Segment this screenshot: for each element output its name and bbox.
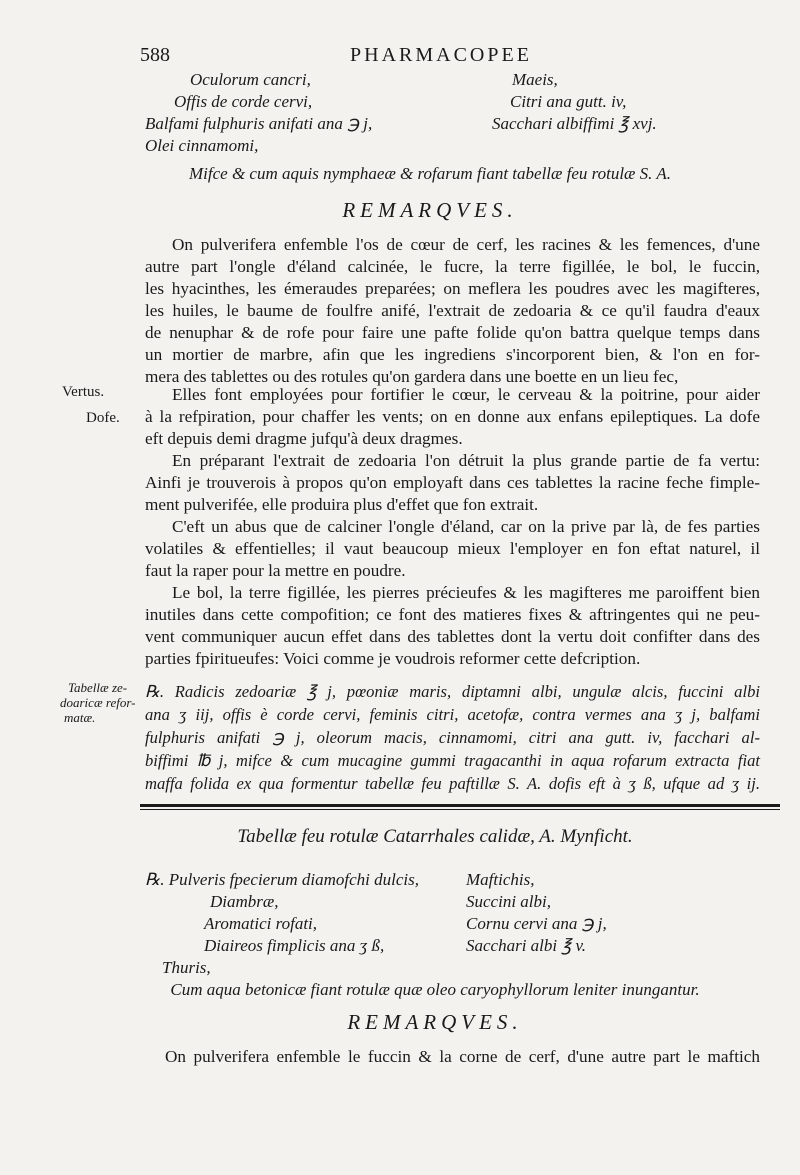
- margin-note-reformed: matæ.: [64, 710, 96, 725]
- recipe-instruction: Mifce & cum aquis nymphaeæ & rofarum fiant tabellæ feu rotulæ S. A.: [189, 164, 671, 183]
- ingredient-right: Sacchari albi ℥ v.: [466, 936, 586, 955]
- text-line: de nenuphar & de rofe pour faire une pafte folide qu'on battra quelque temps dans: [145, 323, 760, 342]
- margin-note-reformed: doaricæ refor-: [60, 695, 136, 710]
- formula-line: maffa folida ex qua formentur tabellæ feu paftillæ S. A. dofis eft à ʒ ß, ufque ad ʒ ij.: [145, 774, 760, 793]
- section-divider-thin: [140, 809, 780, 810]
- text-line: Ainfi je trouverois à propos qu'on employaft dans ces tablettes la racine feche fimple-: [145, 473, 760, 492]
- ingredient-right: Succini albi,: [466, 892, 551, 911]
- text-line: Elles font employées pour fortifier le cœur, le cerveau & la poitrine, pour aider: [172, 385, 760, 404]
- ingredient-left: Olei cinnamomi,: [145, 136, 259, 155]
- ingredient-right: Sacchari albiffimi ℥ xvj.: [492, 114, 657, 133]
- section-heading: REMARQVES.: [342, 198, 518, 222]
- margin-note-reformed: Tabellæ ze-: [68, 680, 128, 695]
- ingredient-left: Diambræ,: [210, 892, 279, 911]
- recipe-instruction: Cum aqua betonicæ fiant rotulæ quæ oleo caryophyllorum leniter inungantur.: [170, 980, 700, 999]
- text-line: volatiles & effentielles; il vaut beaucoup mieux l'employer en fon eftat naturel, il: [145, 539, 760, 558]
- ingredient-left: Balfami fulphuris anifati ana ℈ j,: [145, 114, 373, 133]
- text-line: parties fpiritueufes: Voici comme je voudrois reformer cette defcription.: [145, 649, 641, 668]
- text-line: inutiles dans cette compofition; ce font des matieres fixes & aftringentes qui ne peu-: [145, 605, 760, 624]
- margin-note-vertus: Vertus.: [62, 384, 105, 400]
- margin-note-dose: Dofe.: [86, 410, 120, 426]
- text-line: Le bol, la terre figillée, les pierres précieufes & les magifteres me paroiffent bien: [172, 583, 760, 602]
- section-heading: REMARQVES.: [347, 1010, 523, 1034]
- ingredient-left: ℞. Pulveris fpecierum diamofchi dulcis,: [145, 870, 419, 889]
- text-line: ment pulverifée, elle produira plus d'effet que fon extrait.: [145, 495, 539, 514]
- text-line: autre part l'ongle d'éland calcinée, le fucre, la terre figillée, le bol, le fuccin,: [145, 257, 760, 276]
- ingredient-left: Offis de corde cervi,: [174, 92, 313, 111]
- text-line: eft depuis demi dragme jufqu'à deux dragmes.: [145, 429, 463, 448]
- ingredient-right: Citri ana gutt. iv,: [510, 92, 627, 111]
- text-line: à la refpiration, pour chaffer les vents; on en donne aux enfans epileptiques. La dofe: [145, 407, 760, 426]
- page-header: [140, 44, 770, 68]
- text-line: les huiles, le baume de foulfre anifé, l'extrait de zedoaria & ce qu'il faudra d'eaux: [145, 301, 760, 320]
- text-line: les hyacinthes, les émeraudes preparées; on meflera les poudres avec les magifteres,: [145, 279, 760, 298]
- text-line: En préparant l'extrait de zedoaria l'on détruit la plus grande partie de fa vertu:: [172, 451, 760, 470]
- ingredient-right: Maeis,: [512, 70, 558, 89]
- ingredient-left: Thuris,: [162, 958, 211, 977]
- formula-line: ℞. Radicis zedoariæ ℥ j, pœoniæ maris, diptamni albi, ungulæ alcis, fuccini albi: [145, 682, 760, 701]
- text-line: faut la raper pour la mettre en poudre.: [145, 561, 406, 580]
- ingredient-left: Aromatici rofati,: [204, 914, 318, 933]
- formula-line: fulphuris anifati ℈ j, oleorum macis, cinnamomi, citri ana gutt. iv, facchari al-: [145, 728, 760, 747]
- section-title: Tabellæ feu rotulæ Catarrhales calidæ, A. Mynficht.: [237, 826, 633, 847]
- ingredient-right: Maftichis,: [466, 870, 535, 889]
- text-line: mera des tablettes ou des rotules qu'on gardera dans une boette en un lieu fec,: [145, 367, 679, 386]
- ingredient-right: Cornu cervi ana ℈ j,: [466, 914, 607, 933]
- section-divider: [140, 804, 780, 807]
- running-title: PHARMACOPEE: [350, 44, 532, 66]
- ingredient-left: Oculorum cancri,: [190, 70, 311, 89]
- text-line: C'eft un abus que de calciner l'ongle d'éland, car on la prive par là, de fes parties: [172, 517, 760, 536]
- formula-line: biffimi ℔ j, mifce & cum mucagine gummi tragacanthi in aqua rofarum extracta fiat: [145, 751, 760, 770]
- text-line: vent communiquer aucun effet dans des tablettes dont la vertu doit confifter dans des: [145, 627, 760, 646]
- text-line: On pulverifera enfemble l'os de cœur de cerf, les racines & les femences, d'une: [172, 235, 760, 254]
- formula-line: ana ʒ iij, offis è corde cervi, feminis citri, acetofæ, contra vermes ana ʒ j, balfami: [145, 705, 760, 724]
- text-line: On pulverifera enfemble le fuccin & la corne de cerf, d'une autre part le maftich: [165, 1047, 760, 1066]
- text-line: un mortier de marbre, afin que les ingrediens s'incorporent bien, & l'on en for-: [145, 345, 760, 364]
- page-number: 588: [140, 44, 170, 66]
- ingredient-left: Diaireos fimplicis ana ʒ ß,: [204, 936, 385, 955]
